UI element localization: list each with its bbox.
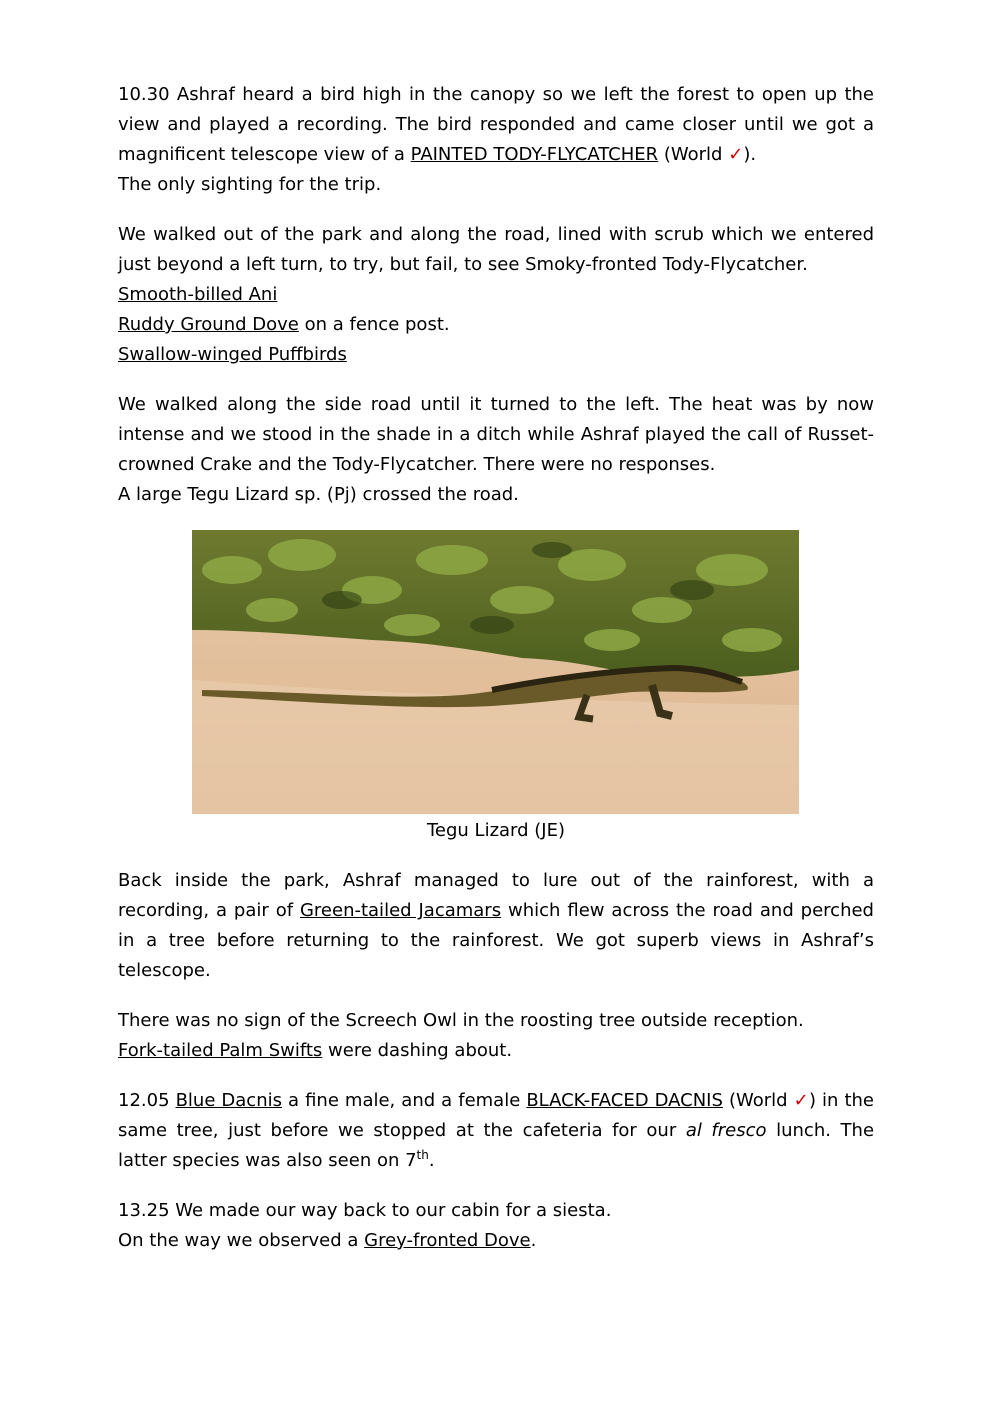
species-painted-tody-flycatcher: PAINTED TODY-FLYCATCHER bbox=[410, 144, 659, 165]
text: On the way we observed a bbox=[118, 1230, 365, 1251]
text: 12.05 bbox=[118, 1090, 176, 1111]
text: 10.30 Ashraf heard a bird high in the canopy so we left the forest to open up the view and played a recording. The bird responded and came closer until we got a magnificent telescope view of a bbox=[118, 84, 874, 165]
text: We walked along the side road until it turned to the left. The heat was by now intense and we stood in the shade in a ditch while Ashraf played the call of Russet-crowned Crake and the Tody-Flycatcher. There were no responses. bbox=[118, 394, 874, 475]
text: We walked out of the park and along the road, lined with scrub which we entered just beyond a left turn, to try, but fail, to see Smoky-fronted Tody-Flycatcher. bbox=[118, 224, 874, 275]
tegu-lizard-photo bbox=[192, 530, 799, 814]
species-swallow-winged-puffbirds: Swallow-winged Puffbirds bbox=[118, 344, 347, 365]
text: which flew across the road and perched in a tree before returning to the rainforest. We got superb views in Ashraf’s telescope. bbox=[118, 900, 874, 981]
species-fork-tailed-palm-swifts: Fork-tailed Palm Swifts bbox=[118, 1040, 323, 1061]
paragraph-siesta bbox=[118, 1196, 874, 1256]
text: . bbox=[530, 1230, 537, 1251]
text: (World bbox=[658, 144, 729, 165]
text: a fine male, and a female bbox=[282, 1090, 527, 1111]
text-line: 13.25 We made our way back to our cabin for a siesta. bbox=[118, 1200, 612, 1221]
species-black-faced-dacnis: BLACK-FACED DACNIS bbox=[526, 1090, 723, 1111]
checkmark-icon: ✓ bbox=[793, 1090, 809, 1111]
paragraph-walk-road bbox=[118, 220, 874, 370]
text: on a fence post. bbox=[298, 314, 450, 335]
species-smooth-billed-ani: Smooth-billed Ani bbox=[118, 284, 278, 305]
text: lunch. The latter species was also seen on 7 bbox=[118, 1120, 875, 1171]
text-line: A large Tegu Lizard sp. (Pj) crossed the road. bbox=[118, 484, 519, 505]
text: were dashing about. bbox=[322, 1040, 513, 1061]
paragraph-painted-tody-flycatcher bbox=[118, 80, 874, 200]
text: ). bbox=[743, 144, 757, 165]
text: (World bbox=[722, 1090, 794, 1111]
italic-text: al fresco bbox=[685, 1120, 767, 1141]
paragraph-dacnis bbox=[118, 1086, 874, 1176]
species-grey-fronted-dove: Grey-fronted Dove bbox=[364, 1230, 531, 1251]
species-ruddy-ground-dove: Ruddy Ground Dove bbox=[118, 314, 299, 335]
species-blue-dacnis: Blue Dacnis bbox=[175, 1090, 282, 1111]
text-line: The only sighting for the trip. bbox=[118, 174, 382, 195]
text: ) in the same tree, just before we stopped at the cafeteria for our bbox=[118, 1090, 874, 1141]
text: There was no sign of the Screech Owl in the roosting tree outside reception. bbox=[118, 1010, 804, 1031]
paragraph-screech-owl bbox=[118, 1006, 874, 1066]
species-green-tailed-jacamars: Green-tailed Jacamars bbox=[299, 900, 502, 921]
document-body bbox=[118, 80, 874, 1276]
paragraph-jacamars bbox=[118, 866, 874, 986]
photo-caption: Tegu Lizard (JE) bbox=[426, 820, 566, 841]
text: Back inside the park, Ashraf managed to lure out of the rainforest, with a recording, a pair of bbox=[118, 870, 874, 921]
superscript: th bbox=[416, 1148, 429, 1162]
checkmark-icon: ✓ bbox=[728, 144, 744, 165]
paragraph-side-road bbox=[118, 390, 874, 510]
text: . bbox=[428, 1150, 435, 1171]
